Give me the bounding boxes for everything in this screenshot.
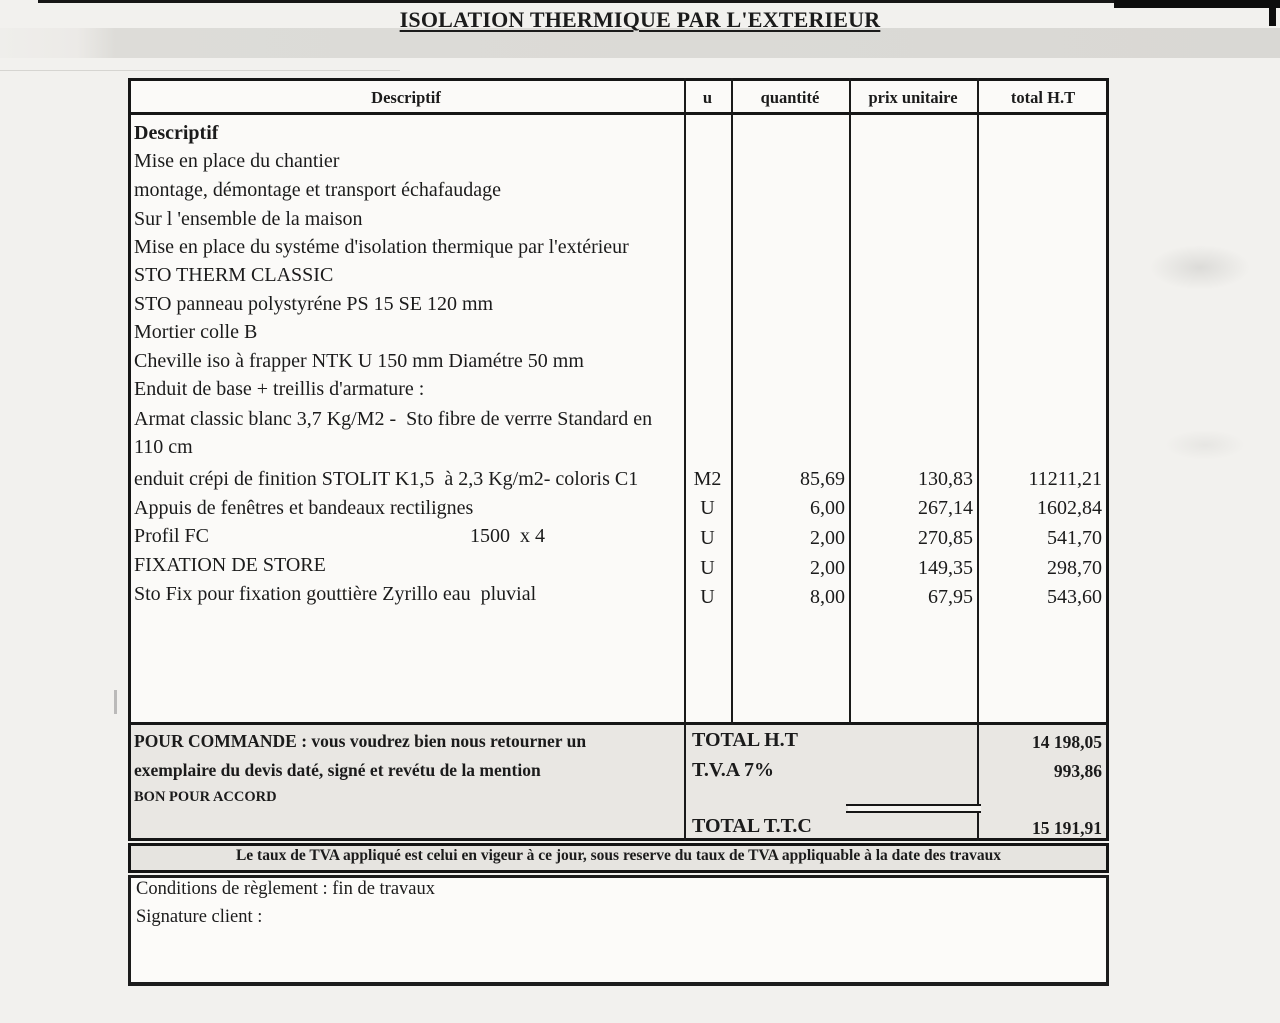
item-quantity: 2,00	[810, 557, 845, 579]
item-total: 11211,21	[1028, 468, 1102, 490]
column-header-descriptif: Descriptif	[371, 88, 441, 107]
item-description: Profil FC	[134, 525, 210, 547]
description-line: Descriptif	[134, 122, 219, 144]
description-line: Cheville iso à frapper NTK U 150 mm Diamétre 50 mm	[134, 350, 584, 372]
order-instructions-line: BON POUR ACCORD	[134, 789, 277, 805]
order-instructions-line: exemplaire du devis daté, signé et revétu de la mention	[134, 760, 541, 780]
scan-crease	[0, 70, 400, 71]
item-unit: U	[700, 586, 715, 608]
item-quantity: 6,00	[810, 497, 845, 519]
scan-smudge	[1165, 430, 1245, 460]
page-title: ISOLATION THERMIQUE PAR L'EXTERIEUR	[399, 7, 881, 32]
header-separator	[128, 112, 1109, 115]
item-description: enduit crépi de finition STOLIT K1,5 à 2,3 Kg/m2- coloris C1	[134, 468, 639, 490]
description-line: STO THERM CLASSIC	[134, 264, 334, 286]
item-unit: U	[700, 557, 715, 579]
item-total: 543,60	[1047, 586, 1102, 608]
item-unit: M2	[693, 468, 722, 490]
tva-notice-text: Le taux de TVA appliqué est celui en vigeur à ce jour, sous reserve du taux de TVA appliquable à la date des travaux	[235, 847, 1002, 864]
order-instructions-line: POUR COMMANDE : vous voudrez bien nous retourner un	[134, 731, 587, 751]
description-line: 110 cm	[134, 436, 193, 458]
description-line: Mortier colle B	[134, 321, 258, 343]
item-quantity: 85,69	[800, 468, 845, 490]
item-unit-price: 130,83	[918, 468, 973, 490]
total-ht-value: 14 198,05	[1032, 732, 1102, 752]
description-line: Mise en place du systéme d'isolation thermique par l'extérieur	[134, 236, 629, 258]
total-ht-label: TOTAL H.T	[692, 729, 798, 751]
description-line: Sur l 'ensemble de la maison	[134, 208, 363, 230]
total-ttc-value: 15 191,91	[1032, 818, 1102, 838]
description-line: Enduit de base + treillis d'armature :	[134, 378, 425, 400]
item-unit-price: 149,35	[918, 557, 973, 579]
tva-value: 993,86	[1053, 761, 1102, 781]
column-header-total-ht: total H.T	[1010, 88, 1076, 107]
column-header-unit-price: prix unitaire	[868, 88, 958, 107]
item-unit-price: 267,14	[918, 497, 973, 519]
item-description: Sto Fix pour fixation gouttière Zyrillo eau pluvial	[134, 583, 537, 605]
column-header-unit: u	[702, 88, 713, 107]
totals-separator	[128, 722, 1109, 725]
scan-edge-top	[38, 0, 1116, 3]
totals-ttc-cell-border	[846, 811, 981, 813]
column-divider	[684, 78, 686, 841]
item-unit-price: 67,95	[928, 586, 973, 608]
item-quantity: 8,00	[810, 586, 845, 608]
item-size-note: 1500 x 4	[470, 525, 545, 547]
column-header-quantity: quantité	[760, 88, 820, 107]
item-unit-price: 270,85	[918, 527, 973, 549]
description-line: montage, démontage et transport échafaudage	[134, 179, 502, 201]
item-total: 298,70	[1047, 557, 1102, 579]
scan-margin-mark	[114, 690, 117, 714]
signature-label: Signature client :	[136, 907, 263, 927]
description-line: STO panneau polystyréne PS 15 SE 120 mm	[134, 293, 494, 315]
item-quantity: 2,00	[810, 527, 845, 549]
payment-terms: Conditions de règlement : fin de travaux	[136, 879, 436, 899]
item-unit: U	[700, 527, 715, 549]
scan-smudge	[1150, 245, 1250, 290]
item-total: 1602,84	[1037, 497, 1102, 519]
description-line: Mise en place du chantier	[134, 150, 340, 172]
description-line: Armat classic blanc 3,7 Kg/M2 - Sto fibre de verrre Standard en	[134, 408, 653, 430]
column-divider	[849, 78, 851, 725]
item-total: 541,70	[1047, 527, 1102, 549]
total-ttc-label: TOTAL T.T.C	[692, 815, 812, 837]
item-unit: U	[700, 497, 715, 519]
tva-label: T.V.A 7%	[692, 759, 775, 781]
item-description: Appuis de fenêtres et bandeaux rectilignes	[134, 497, 474, 519]
column-divider	[731, 78, 733, 725]
item-description: FIXATION DE STORE	[134, 554, 326, 576]
column-divider	[977, 78, 979, 841]
